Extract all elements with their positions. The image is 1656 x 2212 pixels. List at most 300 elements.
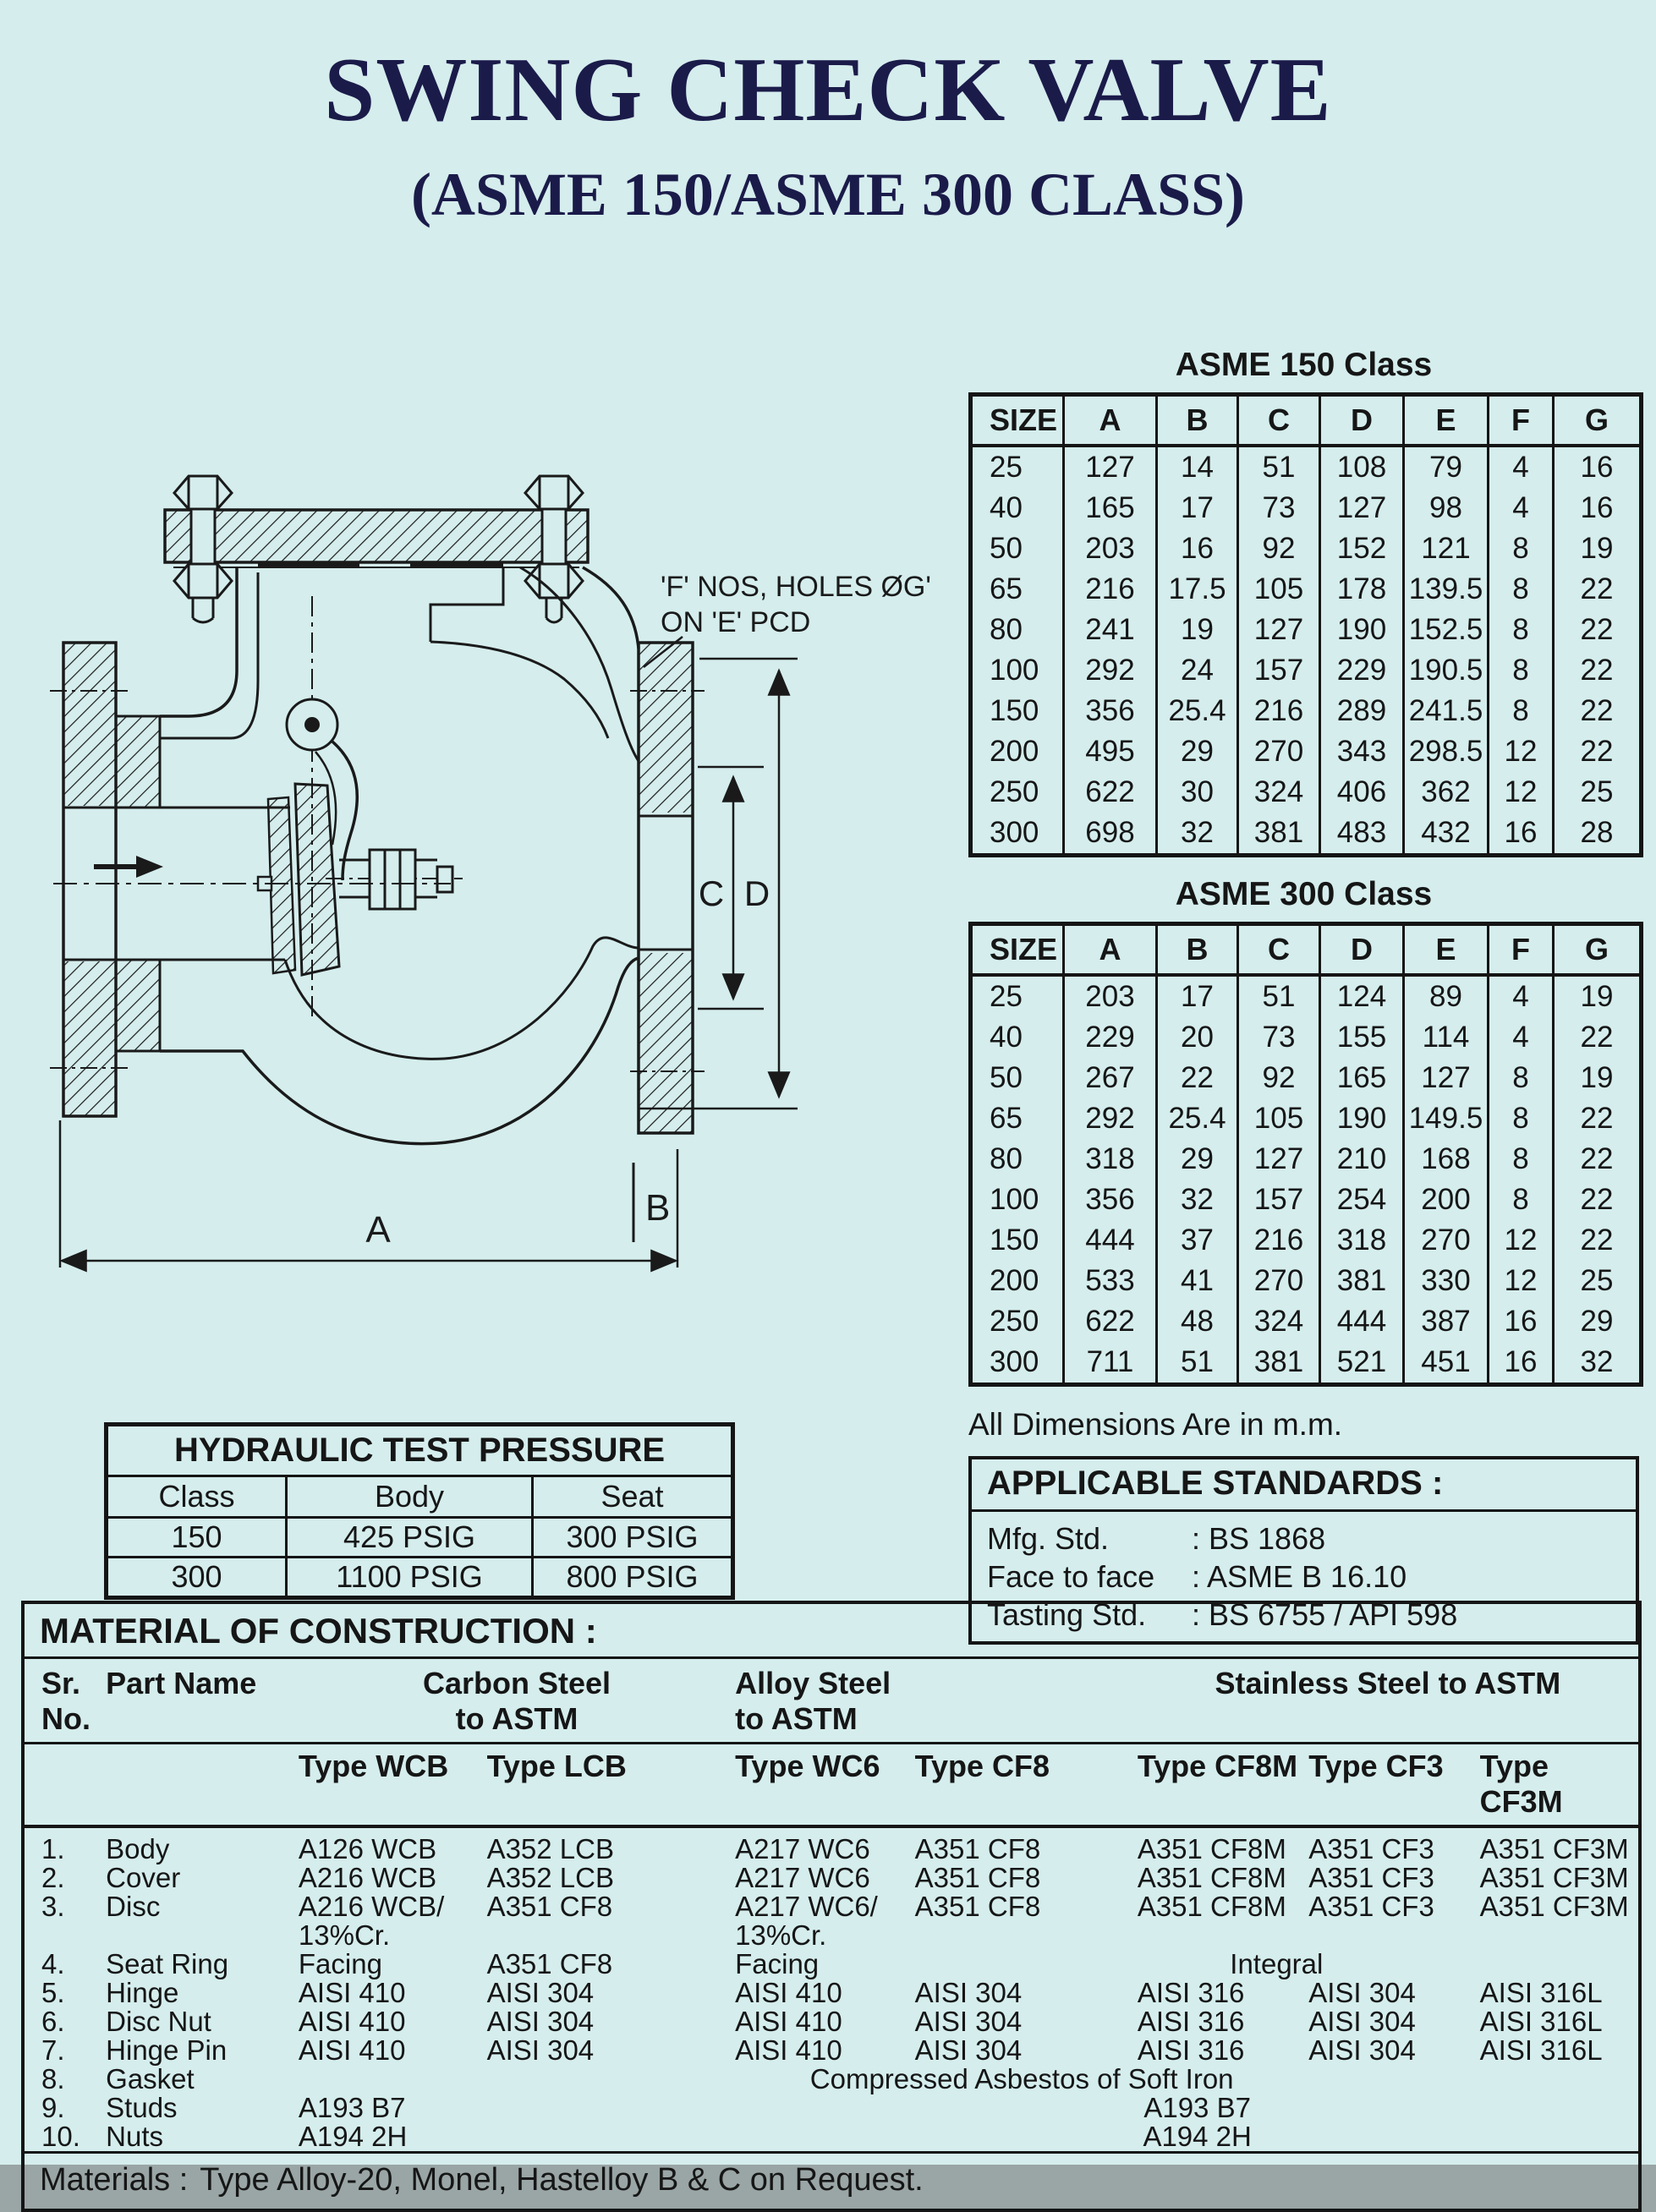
material-cell: AISI 410 bbox=[298, 2006, 406, 2037]
material-sr-cell: 10. bbox=[41, 2121, 80, 2152]
dim-header: F bbox=[1489, 924, 1554, 976]
dim-cell: 229 bbox=[1064, 1017, 1157, 1058]
material-table bbox=[25, 1659, 1638, 2151]
dim-row bbox=[971, 975, 1642, 1017]
material-group-header-row bbox=[25, 1659, 1638, 1744]
dim-row bbox=[971, 610, 1642, 650]
dim-cell: 20 bbox=[1157, 1017, 1238, 1058]
material-cell: AISI 410 bbox=[735, 2006, 842, 2037]
dim-row bbox=[971, 813, 1642, 856]
material-cell: A351 CF8 bbox=[486, 1948, 613, 1979]
dim-cell: 29 bbox=[1157, 1139, 1238, 1180]
material-cell: AISI 316L bbox=[1479, 2034, 1603, 2066]
dim-cell: 92 bbox=[1238, 528, 1320, 569]
material-part-cell: Disc bbox=[106, 1891, 161, 1922]
standards-value: : BS 1868 bbox=[1192, 1521, 1326, 1556]
hydraulic-header: Body bbox=[287, 1476, 533, 1518]
dim-cell: 73 bbox=[1238, 1017, 1320, 1058]
standards-value: : ASME B 16.10 bbox=[1192, 1559, 1407, 1594]
material-cell: AISI 316 bbox=[1137, 2034, 1245, 2066]
material-part-cell: Hinge bbox=[106, 1977, 179, 2008]
dim-cell: 4 bbox=[1489, 975, 1554, 1017]
material-row bbox=[25, 1826, 1638, 1864]
dim-row bbox=[971, 1139, 1642, 1180]
dim-cell: 324 bbox=[1238, 772, 1320, 813]
hydraulic-cell: 800 PSIG bbox=[533, 1558, 733, 1598]
material-sr-cell: 9. bbox=[41, 2092, 65, 2123]
dim-cell: 17.5 bbox=[1157, 569, 1238, 610]
dim-cell: 330 bbox=[1404, 1261, 1489, 1301]
material-row bbox=[25, 1979, 1638, 2007]
dim-cell: 190.5 bbox=[1404, 650, 1489, 691]
spacer-header bbox=[915, 1659, 1138, 1744]
alloy-steel-header: Alloy Steel to ASTM bbox=[735, 1659, 915, 1744]
asme-150-block bbox=[968, 347, 1639, 857]
dim-cell: 114 bbox=[1404, 1017, 1489, 1058]
dim-cell: 381 bbox=[1238, 813, 1320, 856]
dim-row bbox=[971, 1017, 1642, 1058]
dim-row bbox=[971, 1342, 1642, 1385]
material-cell: A216 WCB bbox=[298, 1862, 437, 1893]
dim-cell: 22 bbox=[1554, 1017, 1642, 1058]
dim-cell: 25 bbox=[990, 980, 1023, 1013]
asme-150-table bbox=[968, 392, 1643, 857]
dim-cell: 98 bbox=[1404, 488, 1489, 528]
dim-cell: 32 bbox=[1554, 1342, 1642, 1385]
dim-cell: 16 bbox=[1157, 528, 1238, 569]
dim-cell: 8 bbox=[1489, 610, 1554, 650]
material-cell: AISI 304 bbox=[486, 2006, 595, 2037]
dim-header: G bbox=[1554, 395, 1642, 446]
dim-cell: 4 bbox=[1489, 1017, 1554, 1058]
outlet-flange bbox=[630, 643, 705, 1133]
dim-cell: 150 bbox=[990, 694, 1039, 727]
material-part-cell: Hinge Pin bbox=[106, 2034, 228, 2066]
dim-cell: 267 bbox=[1064, 1058, 1157, 1098]
dim-cell: 622 bbox=[1064, 1301, 1157, 1342]
dim-cell: 149.5 bbox=[1404, 1098, 1489, 1139]
material-cell bbox=[1480, 2122, 1638, 2151]
material-cell: AISI 316L bbox=[1479, 1977, 1603, 2008]
material-cell: A351 CF3M bbox=[1479, 1862, 1629, 1893]
material-row bbox=[25, 1950, 1638, 1979]
hydraulic-cell: 150 bbox=[107, 1518, 287, 1558]
dim-cell: 19 bbox=[1157, 610, 1238, 650]
dim-cell: 298.5 bbox=[1404, 731, 1489, 772]
material-cell: Facing bbox=[298, 1948, 382, 1979]
dim-cell: 79 bbox=[1404, 446, 1489, 488]
page-title: SWING CHECK VALVE bbox=[324, 40, 1332, 140]
material-sr-cell: 5. bbox=[41, 1977, 65, 2008]
dim-cell: 41 bbox=[1157, 1261, 1238, 1301]
dim-header: A bbox=[1064, 924, 1157, 976]
material-cell: A351 CF3M bbox=[1479, 1891, 1629, 1922]
material-sr-cell: 6. bbox=[41, 2006, 65, 2037]
dim-header: B bbox=[1157, 924, 1238, 976]
type-spacer bbox=[106, 1744, 299, 1827]
standards-row bbox=[972, 1519, 1636, 1557]
material-of-construction-box bbox=[21, 1601, 1642, 2212]
material-row bbox=[25, 2036, 1638, 2065]
hydraulic-header: Class bbox=[107, 1476, 287, 1518]
material-cell bbox=[299, 2065, 487, 2094]
dim-cell: 387 bbox=[1404, 1301, 1489, 1342]
dim-cell: 37 bbox=[1157, 1220, 1238, 1261]
material-cell: A351 CF8 bbox=[914, 1833, 1041, 1864]
dim-cell: 22 bbox=[1554, 1180, 1642, 1220]
material-cell: A351 CF3 bbox=[1308, 1833, 1434, 1864]
material-heading: MATERIAL OF CONSTRUCTION : bbox=[25, 1604, 1638, 1659]
material-row bbox=[25, 1921, 1638, 1950]
dim-cell: 190 bbox=[1320, 1098, 1404, 1139]
dim-cell: 22 bbox=[1554, 610, 1642, 650]
type-header: Type CF8M bbox=[1138, 1744, 1308, 1827]
material-part-cell: Disc Nut bbox=[106, 2006, 211, 2037]
material-cell: AISI 304 bbox=[914, 1977, 1023, 2008]
dim-cell: 80 bbox=[990, 613, 1023, 646]
material-cell: AISI 304 bbox=[486, 2034, 595, 2066]
material-type-row bbox=[25, 1744, 1638, 1827]
dim-cell: 324 bbox=[1238, 1301, 1320, 1342]
material-cell: A216 WCB/ bbox=[298, 1891, 445, 1922]
dim-cell: 241 bbox=[1064, 610, 1157, 650]
dim-cell: 292 bbox=[1064, 1098, 1157, 1139]
dim-cell: 22 bbox=[1554, 650, 1642, 691]
type-header: Type WC6 bbox=[735, 1744, 915, 1827]
dim-cell: 25 bbox=[1554, 772, 1642, 813]
standards-label: Tasting Std. bbox=[987, 1597, 1147, 1632]
dim-cell: 19 bbox=[1554, 528, 1642, 569]
dim-cell: 65 bbox=[990, 572, 1023, 605]
dim-header: E bbox=[1404, 924, 1489, 976]
dim-cell: 203 bbox=[1064, 975, 1157, 1017]
hydraulic-cell: 300 bbox=[107, 1558, 287, 1598]
dim-cell: 19 bbox=[1554, 975, 1642, 1017]
dim-header: SIZE bbox=[971, 924, 1064, 976]
dim-row bbox=[971, 446, 1642, 488]
inlet-flange bbox=[50, 643, 160, 1116]
dim-cell: 451 bbox=[1404, 1342, 1489, 1385]
material-part-cell: Seat Ring bbox=[106, 1948, 229, 1979]
dim-cell: 270 bbox=[1238, 1261, 1320, 1301]
material-cell: AISI 304 bbox=[1308, 2034, 1416, 2066]
dim-cell: 711 bbox=[1064, 1342, 1157, 1385]
material-cell: A351 CF8 bbox=[914, 1862, 1041, 1893]
dim-cell: 270 bbox=[1238, 731, 1320, 772]
dim-cell: 210 bbox=[1320, 1139, 1404, 1180]
material-cell: A194 2H bbox=[1143, 2121, 1252, 2152]
material-cell: A193 B7 bbox=[1143, 2092, 1251, 2123]
dimensions-note: All Dimensions Are in m.m. bbox=[968, 1407, 1343, 1442]
dim-row bbox=[971, 691, 1642, 731]
dim-cell: 25 bbox=[990, 451, 1023, 484]
material-cell: A351 CF8 bbox=[914, 1891, 1041, 1922]
material-cell: 13%Cr. bbox=[298, 1919, 391, 1951]
dim-cell: 698 bbox=[1064, 813, 1157, 856]
dim-cell: 8 bbox=[1489, 1139, 1554, 1180]
valve-drawing-svg bbox=[47, 469, 943, 1273]
flow-arrow bbox=[94, 856, 163, 878]
dim-cell: 17 bbox=[1157, 975, 1238, 1017]
material-cell bbox=[1138, 1921, 1308, 1950]
dim-cell: 356 bbox=[1064, 691, 1157, 731]
material-cell: AISI 410 bbox=[298, 1977, 406, 2008]
part-name-header: Part Name bbox=[106, 1659, 299, 1744]
standards-value: : BS 6755 / API 598 bbox=[1192, 1597, 1458, 1632]
material-cell bbox=[487, 2122, 736, 2151]
dim-cell: 65 bbox=[990, 1102, 1023, 1135]
dim-cell: 8 bbox=[1489, 650, 1554, 691]
dim-cell: 19 bbox=[1554, 1058, 1642, 1098]
dim-cell: 254 bbox=[1320, 1180, 1404, 1220]
dim-cell: 155 bbox=[1320, 1017, 1404, 1058]
material-cell bbox=[915, 1921, 1138, 1950]
dim-cell: 127 bbox=[1238, 610, 1320, 650]
dim-cell: 32 bbox=[1157, 813, 1238, 856]
dim-cell: 121 bbox=[1404, 528, 1489, 569]
dim-cell: 432 bbox=[1404, 813, 1489, 856]
dim-cell: 356 bbox=[1064, 1180, 1157, 1220]
material-part-cell: Body bbox=[106, 1833, 170, 1864]
dim-cell: 25.4 bbox=[1157, 1098, 1238, 1139]
material-cell: Facing bbox=[735, 1948, 820, 1979]
dim-cell: 12 bbox=[1489, 731, 1554, 772]
dim-cell: 28 bbox=[1554, 813, 1642, 856]
type-header: Type CF8 bbox=[915, 1744, 1138, 1827]
hydraulic-test-pressure-box bbox=[104, 1422, 731, 1600]
materials-footer-label: Materials : bbox=[40, 2162, 189, 2198]
dim-cell: 22 bbox=[1157, 1058, 1238, 1098]
dim-cell: 100 bbox=[990, 1183, 1039, 1216]
material-cell bbox=[487, 2065, 736, 2094]
dim-cell: 200 bbox=[990, 1264, 1039, 1297]
dim-cell: 168 bbox=[1404, 1139, 1489, 1180]
material-cell: A194 2H bbox=[298, 2121, 408, 2152]
dim-cell: 444 bbox=[1064, 1220, 1157, 1261]
dim-header: SIZE bbox=[971, 395, 1064, 446]
material-sr-cell bbox=[25, 1921, 106, 1950]
dim-cell: 12 bbox=[1489, 1220, 1554, 1261]
dim-cell: 22 bbox=[1554, 1139, 1642, 1180]
material-cell bbox=[735, 2094, 915, 2122]
stainless-steel-header: Stainless Steel to ASTM bbox=[1138, 1659, 1638, 1744]
holes-annotation-line1: 'F' NOS, HOLES ØG' bbox=[661, 571, 931, 603]
dim-cell: 51 bbox=[1238, 446, 1320, 488]
material-cell: A351 CF3 bbox=[1308, 1862, 1434, 1893]
material-cell: Integral bbox=[1230, 1948, 1324, 1979]
dim-cell: 40 bbox=[990, 491, 1023, 524]
dim-cell: 300 bbox=[990, 816, 1039, 849]
material-cell bbox=[1308, 1921, 1479, 1950]
dim-cell: 139.5 bbox=[1404, 569, 1489, 610]
dim-cell: 24 bbox=[1157, 650, 1238, 691]
material-cell: AISI 304 bbox=[486, 1977, 595, 2008]
dim-cell: 25.4 bbox=[1157, 691, 1238, 731]
dim-row bbox=[971, 650, 1642, 691]
dim-header: E bbox=[1404, 395, 1489, 446]
dim-cell: 22 bbox=[1554, 691, 1642, 731]
dim-cell: 229 bbox=[1320, 650, 1404, 691]
dim-cell: 12 bbox=[1489, 1261, 1554, 1301]
material-cell: A352 LCB bbox=[486, 1862, 614, 1893]
material-row bbox=[25, 2122, 1638, 2151]
carbon-steel-header: Carbon Steel to ASTM bbox=[299, 1659, 735, 1744]
dim-cell: 48 bbox=[1157, 1301, 1238, 1342]
material-sr-cell: 4. bbox=[41, 1948, 65, 1979]
hydraulic-cell: 300 PSIG bbox=[533, 1518, 733, 1558]
dim-header: A bbox=[1064, 395, 1157, 446]
material-sr-cell: 7. bbox=[41, 2034, 65, 2066]
disc-nut bbox=[326, 850, 463, 909]
material-cell: AISI 410 bbox=[735, 1977, 842, 2008]
dim-cell: 124 bbox=[1320, 975, 1404, 1017]
material-sr-cell: 3. bbox=[41, 1891, 65, 1922]
dim-cell: 127 bbox=[1064, 446, 1157, 488]
dim-cell: 105 bbox=[1238, 569, 1320, 610]
dim-cell: 270 bbox=[1404, 1220, 1489, 1261]
dim-cell: 216 bbox=[1238, 691, 1320, 731]
dim-row bbox=[971, 1301, 1642, 1342]
standards-title: APPLICABLE STANDARDS : bbox=[972, 1459, 1636, 1512]
dim-header: C bbox=[1238, 924, 1320, 976]
type-header: Type CF3 bbox=[1308, 1744, 1479, 1827]
material-cell bbox=[1308, 2065, 1479, 2094]
dim-cell: 381 bbox=[1238, 1342, 1320, 1385]
dim-header: C bbox=[1238, 395, 1320, 446]
dim-row bbox=[971, 569, 1642, 610]
material-sr-cell: 8. bbox=[41, 2063, 65, 2094]
standards-label: Mfg. Std. bbox=[987, 1521, 1110, 1556]
dim-label-d: D bbox=[743, 873, 770, 913]
dim-cell: 8 bbox=[1489, 691, 1554, 731]
dim-cell: 127 bbox=[1404, 1058, 1489, 1098]
dim-cell: 381 bbox=[1320, 1261, 1404, 1301]
page-subtitle: (ASME 150/ASME 300 CLASS) bbox=[410, 161, 1246, 228]
dim-cell: 16 bbox=[1489, 813, 1554, 856]
dim-header: D bbox=[1320, 395, 1404, 446]
dim-cell: 51 bbox=[1157, 1342, 1238, 1385]
material-cell: AISI 316 bbox=[1137, 2006, 1245, 2037]
material-cell bbox=[1480, 1921, 1638, 1950]
dim-cell: 203 bbox=[1064, 528, 1157, 569]
dim-cell: 89 bbox=[1404, 975, 1489, 1017]
dim-cell: 157 bbox=[1238, 650, 1320, 691]
dim-cell: 22 bbox=[1554, 1220, 1642, 1261]
material-row bbox=[25, 2094, 1638, 2122]
dim-cell: 22 bbox=[1554, 731, 1642, 772]
dimension-tables-column bbox=[968, 347, 1639, 1645]
dim-cell: 16 bbox=[1554, 446, 1642, 488]
hydraulic-cell: 425 PSIG bbox=[287, 1518, 533, 1558]
type-header: Type WCB bbox=[299, 1744, 487, 1827]
material-cell: A217 WC6 bbox=[735, 1862, 870, 1893]
standards-label: Face to face bbox=[987, 1559, 1155, 1594]
material-cell: 13%Cr. bbox=[735, 1919, 827, 1951]
material-cell: A217 WC6/ bbox=[735, 1891, 878, 1922]
material-part-cell: Studs bbox=[106, 2092, 178, 2123]
dim-cell: 16 bbox=[1489, 1301, 1554, 1342]
material-cell: A193 B7 bbox=[298, 2092, 406, 2123]
dim-label-a: A bbox=[365, 1209, 391, 1251]
dim-cell: 157 bbox=[1238, 1180, 1320, 1220]
hinge-pin bbox=[304, 717, 320, 732]
hydraulic-header: Seat bbox=[533, 1476, 733, 1518]
material-row bbox=[25, 2065, 1638, 2094]
material-cell: Compressed Asbestos of Soft Iron bbox=[809, 2063, 1234, 2094]
dim-cell: 100 bbox=[990, 654, 1039, 687]
dim-cell: 250 bbox=[990, 775, 1039, 808]
valve-cover bbox=[165, 510, 588, 568]
type-spacer bbox=[25, 1744, 106, 1827]
material-table-body bbox=[25, 1826, 1638, 2151]
dim-cell: 51 bbox=[1238, 975, 1320, 1017]
material-cell: A351 CF3 bbox=[1308, 1891, 1434, 1922]
material-cell: A351 CF8M bbox=[1137, 1833, 1286, 1864]
dim-cell: 216 bbox=[1238, 1220, 1320, 1261]
standards-row bbox=[972, 1557, 1636, 1595]
material-sr-cell: 2. bbox=[41, 1862, 65, 1893]
materials-footer bbox=[25, 2151, 1638, 2209]
asme-300-title: ASME 300 Class bbox=[1175, 876, 1433, 912]
material-part-cell: Cover bbox=[106, 1862, 181, 1893]
dim-row bbox=[971, 772, 1642, 813]
dim-row bbox=[971, 1058, 1642, 1098]
asme-300-table bbox=[968, 922, 1643, 1387]
dim-row bbox=[971, 528, 1642, 569]
dim-cell: 25 bbox=[1554, 1261, 1642, 1301]
dim-cell: 30 bbox=[1157, 772, 1238, 813]
dim-cell: 289 bbox=[1320, 691, 1404, 731]
dim-cell: 50 bbox=[990, 532, 1023, 565]
material-cell: A351 CF3M bbox=[1479, 1833, 1629, 1864]
material-cell: AISI 304 bbox=[914, 2034, 1023, 2066]
dim-cell: 8 bbox=[1489, 1058, 1554, 1098]
dim-cell: 216 bbox=[1064, 569, 1157, 610]
dim-cell: 92 bbox=[1238, 1058, 1320, 1098]
dim-cell: 152.5 bbox=[1404, 610, 1489, 650]
dim-cell: 29 bbox=[1157, 731, 1238, 772]
dim-cell: 483 bbox=[1320, 813, 1404, 856]
materials-footer-text: Type Alloy-20, Monel, Hastelloy B & C on Request. bbox=[200, 2162, 924, 2198]
dim-cell: 4 bbox=[1489, 488, 1554, 528]
material-cell: A352 LCB bbox=[486, 1833, 614, 1864]
dim-cell: 150 bbox=[990, 1224, 1039, 1257]
material-row bbox=[25, 1864, 1638, 1892]
material-row bbox=[25, 2007, 1638, 2036]
dim-cell: 22 bbox=[1554, 1098, 1642, 1139]
dim-row bbox=[971, 1180, 1642, 1220]
dim-cell: 16 bbox=[1554, 488, 1642, 528]
material-part-cell: Gasket bbox=[106, 2063, 195, 2094]
dim-cell: 165 bbox=[1320, 1058, 1404, 1098]
dim-header: F bbox=[1489, 395, 1554, 446]
dim-cell: 241.5 bbox=[1404, 691, 1489, 731]
material-cell: A351 CF8M bbox=[1137, 1862, 1286, 1893]
dim-cell: 200 bbox=[990, 735, 1039, 768]
dim-cell: 4 bbox=[1489, 446, 1554, 488]
dim-cell: 32 bbox=[1157, 1180, 1238, 1220]
material-cell bbox=[487, 1921, 736, 1950]
dim-cell: 73 bbox=[1238, 488, 1320, 528]
material-cell bbox=[1480, 2065, 1638, 2094]
hydraulic-cell: 1100 PSIG bbox=[287, 1558, 533, 1598]
dim-cell: 105 bbox=[1238, 1098, 1320, 1139]
dim-cell: 8 bbox=[1489, 1180, 1554, 1220]
dim-cell: 200 bbox=[1404, 1180, 1489, 1220]
material-cell: A217 WC6 bbox=[735, 1833, 870, 1864]
hydraulic-test-pressure-table bbox=[104, 1422, 735, 1600]
dim-cell: 533 bbox=[1064, 1261, 1157, 1301]
